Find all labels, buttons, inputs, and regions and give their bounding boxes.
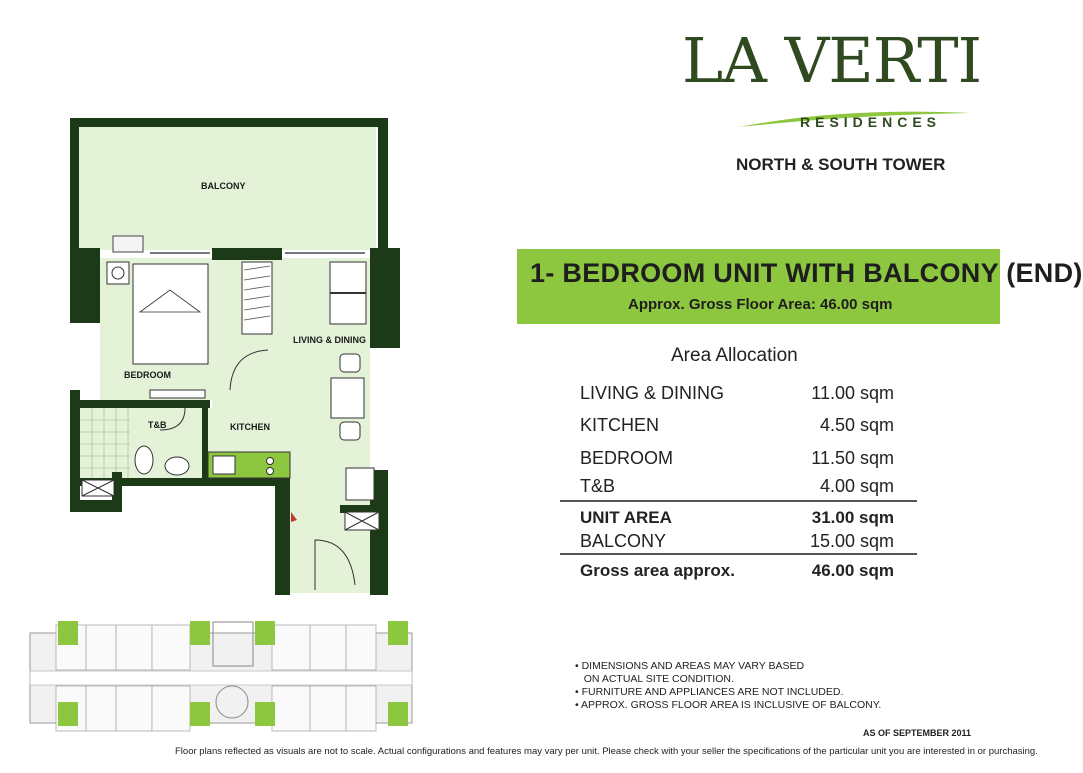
label-bedroom: BEDROOM	[124, 370, 171, 380]
dining-chair	[340, 422, 360, 440]
unit-area-row	[580, 508, 894, 528]
area-row	[580, 476, 894, 497]
divider	[560, 553, 917, 555]
area-row-value: 11.00 sqm	[811, 383, 894, 403]
corridor	[30, 671, 412, 685]
area-row-value: 11.50 sqm	[811, 448, 894, 468]
unit-area-label: UNIT AREA	[580, 508, 672, 527]
area-row	[580, 415, 894, 436]
notes	[575, 660, 881, 712]
refrigerator	[346, 468, 374, 500]
note-line: • APPROX. GROSS FLOOR AREA IS INCLUSIVE OF BALCONY.	[575, 699, 882, 711]
unit-title: 1- BEDROOM UNIT WITH BALCONY (END)	[530, 258, 1083, 288]
nightstand	[107, 262, 129, 284]
gross-area-label: Gross area approx.	[580, 561, 735, 580]
area-allocation-title: Area Allocation	[671, 345, 798, 366]
logo-subtitle: RESIDENCES	[800, 114, 942, 130]
note-line: ON ACTUAL SITE CONDITION.	[575, 673, 734, 685]
highlighted-units	[58, 621, 408, 726]
unit-area-value: 31.00 sqm	[811, 508, 894, 527]
area-row	[580, 383, 894, 404]
label-tb: T&B	[148, 420, 167, 430]
burner-icon	[267, 468, 274, 475]
closet	[150, 390, 205, 398]
bed	[133, 264, 208, 364]
ac-unit	[113, 236, 143, 252]
burner-icon	[267, 458, 274, 465]
unit-grid	[56, 625, 376, 731]
note-line: • FURNITURE AND APPLIANCES ARE NOT INCLUDED.	[575, 686, 844, 698]
area-row-value: 4.00 sqm	[819, 476, 894, 496]
floor-plan	[0, 0, 420, 610]
divider	[560, 500, 917, 502]
label-kitchen: KITCHEN	[230, 422, 270, 432]
area-row-label: LIVING & DINING	[580, 383, 725, 403]
dining-chair	[340, 354, 360, 372]
note-line: • DIMENSIONS AND AREAS MAY VARY BASED	[575, 660, 805, 672]
toilet	[135, 446, 153, 474]
dining-table	[331, 378, 364, 418]
gross-area-value: 46.00 sqm	[811, 561, 894, 580]
balcony-value: 15.00 sqm	[809, 531, 894, 551]
logo-wordmark: LA VERTI	[682, 24, 982, 97]
gross-floor-area: Approx. Gross Floor Area: 46.00 sqm	[628, 296, 893, 313]
building-footprint	[30, 633, 412, 723]
elevator-core	[216, 686, 248, 718]
label-balcony: BALCONY	[201, 181, 246, 191]
gross-area-row	[580, 561, 894, 581]
area-row-value: 4.50 sqm	[819, 415, 894, 435]
balcony-row	[580, 531, 894, 552]
sink	[213, 456, 235, 474]
area-row-label: BEDROOM	[580, 448, 674, 468]
label-living-dining: LIVING & DINING	[293, 335, 367, 345]
area-row-label: KITCHEN	[580, 415, 660, 435]
area-row	[580, 448, 894, 469]
area-row-label: T&B	[580, 476, 616, 496]
footer-disclaimer: Floor plans reflected as visuals are not to scale. Actual configurations and features may vary per unit. Please check with your seller the specifications of the particular unit you are interested in or purchasing.	[175, 746, 1038, 757]
tower-label: NORTH & SOUTH TOWER	[736, 155, 946, 174]
lavatory	[165, 457, 189, 475]
as-of-date: AS OF SEPTEMBER 2011	[863, 728, 972, 738]
balcony-label: BALCONY	[580, 531, 667, 551]
